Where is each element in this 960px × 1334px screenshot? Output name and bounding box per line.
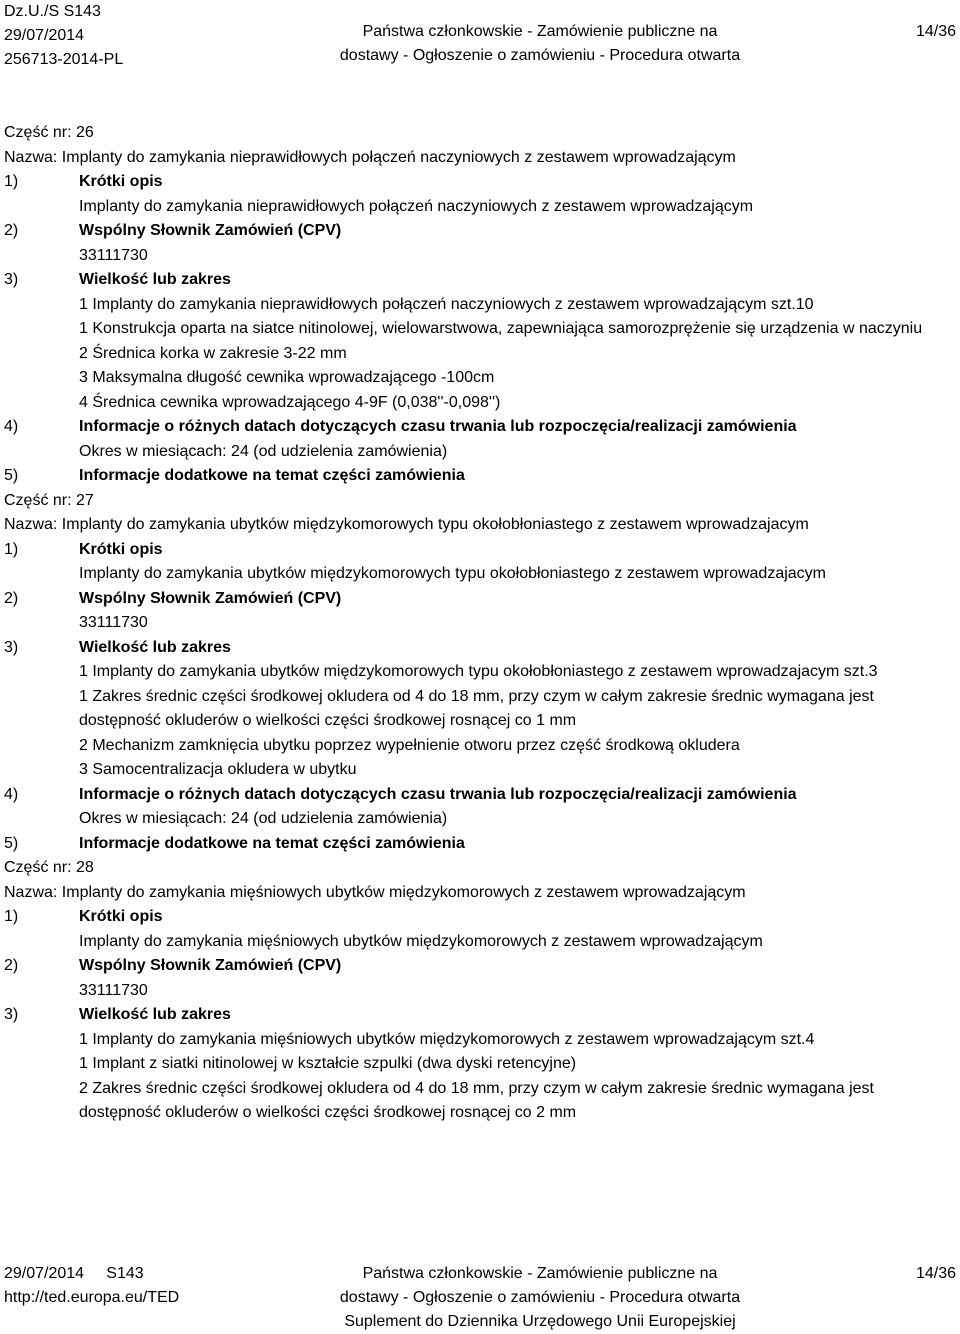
part-section: [4, 121, 954, 489]
section-item: [4, 783, 954, 832]
item-body: [79, 562, 954, 587]
footer-url: http://ted.europa.eu/TED: [4, 1289, 180, 1306]
item-title: Informacje o różnych datach dotyczących czasu trwania lub rozpoczęcia/realizacji zamówienia: [79, 785, 797, 803]
item-body: [79, 195, 954, 220]
section-item: [4, 415, 954, 464]
item-title: Wspólny Słownik Zamówień (CPV): [79, 222, 342, 239]
part-name: Nazwa: Implanty do zamykania mięśniowych ubytków międzykomorowych z zestawem wprowadzającym: [4, 883, 746, 901]
footer-title-line: Państwa członkowskie - Zamówienie publiczne na: [362, 1265, 718, 1282]
item-number: 3): [4, 1006, 19, 1023]
item-line: 4 Średnica cewnika wprowadzającego 4-9F (0,038''-0,098''): [79, 393, 501, 411]
item-number: 4): [4, 785, 19, 803]
part-number: Część nr: 27: [4, 491, 94, 509]
header-left: [4, 0, 123, 72]
item-title: Wielkość lub zakres: [79, 1006, 231, 1023]
item-title: Informacje dodatkowe na temat części zamówienia: [79, 467, 465, 484]
item-line: 1 Zakres średnic części środkowej okludera od 4 do 18 mm, przy czym w całym zakresie średnic wymagana jest dostępność okluderów o wielkości części środkowej rosnącej co 1 mm: [79, 687, 874, 729]
section-item: [4, 587, 954, 636]
header-notice-id: 256713-2014-PL: [4, 51, 124, 68]
item-line: 1 Konstrukcja oparta na siatce nitinolowej, wielowarstwowa, zapewniająca samorozprężenie się urządzenia w naczyniu: [79, 320, 923, 337]
item-number: 2): [4, 957, 19, 974]
page-header: [0, 0, 960, 70]
item-number: 1): [4, 908, 19, 925]
item-line: Implanty do zamykania nieprawidłowych połączeń naczyniowych z zestawem wprowadzającym: [79, 197, 754, 215]
item-title: Informacje dodatkowe na temat części zamówienia: [79, 834, 465, 852]
item-title: Krótki opis: [79, 173, 163, 190]
item-number: 2): [4, 222, 19, 239]
item-number: 3): [4, 638, 19, 656]
item-title: Wielkość lub zakres: [79, 638, 231, 656]
item-line: 2 Zakres średnic części środkowej okludera od 4 do 18 mm, przy czym w całym zakresie średnic wymagana jest dostępność okluderów o wielkości części środkowej rosnącej co 2 mm: [79, 1079, 874, 1121]
item-line: 33111730: [79, 981, 148, 999]
item-line: 3 Samocentralizacja okludera w ubytku: [79, 761, 357, 778]
item-number: 5): [4, 467, 19, 484]
item-title: Wspólny Słownik Zamówień (CPV): [79, 589, 342, 607]
item-number: 3): [4, 271, 19, 288]
item-body: [79, 611, 954, 636]
item-title: Wspólny Słownik Zamówień (CPV): [79, 957, 342, 974]
item-number: 2): [4, 589, 19, 607]
header-journal-ref: Dz.U./S S143: [4, 3, 101, 20]
item-line: Implanty do zamykania ubytków międzykomorowych typu okołobłoniastego z zestawem wprowadzajacym: [79, 565, 826, 582]
item-line: 1 Implanty do zamykania ubytków międzykomorowych typu okołobłoniastego z zestawem wprowadzajacym szt.3: [79, 663, 878, 680]
item-line: 2 Mechanizm zamknięcia ubytku poprzez wypełnienie otworu przez część środkową okludera: [79, 736, 740, 754]
item-line: Okres w miesiącach: 24 (od udzielenia zamówienia): [79, 810, 448, 827]
section-item: [4, 905, 954, 954]
item-line: 1 Implanty do zamykania mięśniowych ubytków międzykomorowych z zestawem wprowadzającym szt.4: [79, 1030, 815, 1048]
item-line: 1 Implanty do zamykania nieprawidłowych połączeń naczyniowych z zestawem wprowadzającym szt.10: [79, 295, 814, 313]
item-title: Krótki opis: [79, 540, 163, 558]
item-body: [79, 244, 954, 269]
item-number: 1): [4, 540, 19, 558]
header-title-line: dostawy - Ogłoszenie o zamówieniu - Procedura otwarta: [339, 47, 741, 64]
item-line: 33111730: [79, 614, 148, 631]
footer-left: [4, 1262, 179, 1310]
footer-center: [300, 1262, 780, 1334]
item-body: [79, 979, 954, 1004]
section-item: [4, 219, 954, 268]
section-item: [4, 464, 954, 489]
item-title: Informacje o różnych datach dotyczących czasu trwania lub rozpoczęcia/realizacji zamówienia: [79, 418, 797, 435]
header-center: [300, 20, 780, 68]
item-line: 3 Maksymalna długość cewnika wprowadzającego -100cm: [79, 369, 495, 386]
item-line: 1 Implant z siatki nitinolowej w kształcie szpulki (dwa dyski retencyjne): [79, 1055, 577, 1072]
part-section: [4, 489, 954, 857]
part-name: Nazwa: Implanty do zamykania nieprawidłowych połączeń naczyniowych z zestawem wprowadzającym: [4, 148, 736, 166]
section-item: [4, 170, 954, 219]
footer-supplement: Suplement do Dziennika Urzędowego Unii Europejskiej: [344, 1313, 736, 1330]
item-title: Wielkość lub zakres: [79, 271, 231, 288]
item-number: 1): [4, 173, 19, 190]
footer-date-issue: 29/07/2014 S143: [4, 1265, 144, 1282]
section-item: [4, 832, 954, 857]
item-line: Implanty do zamykania mięśniowych ubytków międzykomorowych z zestawem wprowadzającym: [79, 932, 763, 950]
page-footer: [0, 1262, 960, 1334]
footer-title-line: dostawy - Ogłoszenie o zamówieniu - Procedura otwarta: [339, 1289, 741, 1306]
item-line: Okres w miesiącach: 24 (od udzielenia zamówienia): [79, 442, 448, 460]
header-page-number: 14/36: [915, 23, 956, 40]
section-item: [4, 538, 954, 587]
item-line: 33111730: [79, 246, 148, 264]
header-title-line: Państwa członkowskie - Zamówienie publiczne na: [362, 23, 718, 40]
header-date: 29/07/2014: [4, 27, 85, 44]
part-section: [4, 856, 954, 1126]
section-item: [4, 636, 954, 783]
item-body: [79, 930, 954, 955]
item-body: [79, 440, 954, 465]
part-name: Nazwa: Implanty do zamykania ubytków międzykomorowych typu okołobłoniastego z zestawem wprowadzajacym: [4, 516, 809, 533]
document-body: [4, 121, 954, 1126]
item-number: 4): [4, 418, 19, 435]
section-item: [4, 268, 954, 415]
section-item: [4, 1003, 954, 1126]
item-line: 2 Średnica korka w zakresie 3-22 mm: [79, 344, 347, 362]
part-number: Część nr: 26: [4, 124, 94, 141]
footer-page-number: 14/36: [915, 1265, 956, 1282]
section-item: [4, 954, 954, 1003]
item-number: 5): [4, 834, 19, 852]
part-number: Część nr: 28: [4, 859, 94, 876]
item-body: [79, 293, 954, 416]
item-body: [79, 1028, 954, 1126]
item-body: [79, 807, 954, 832]
item-body: [79, 660, 954, 783]
item-title: Krótki opis: [79, 908, 163, 925]
